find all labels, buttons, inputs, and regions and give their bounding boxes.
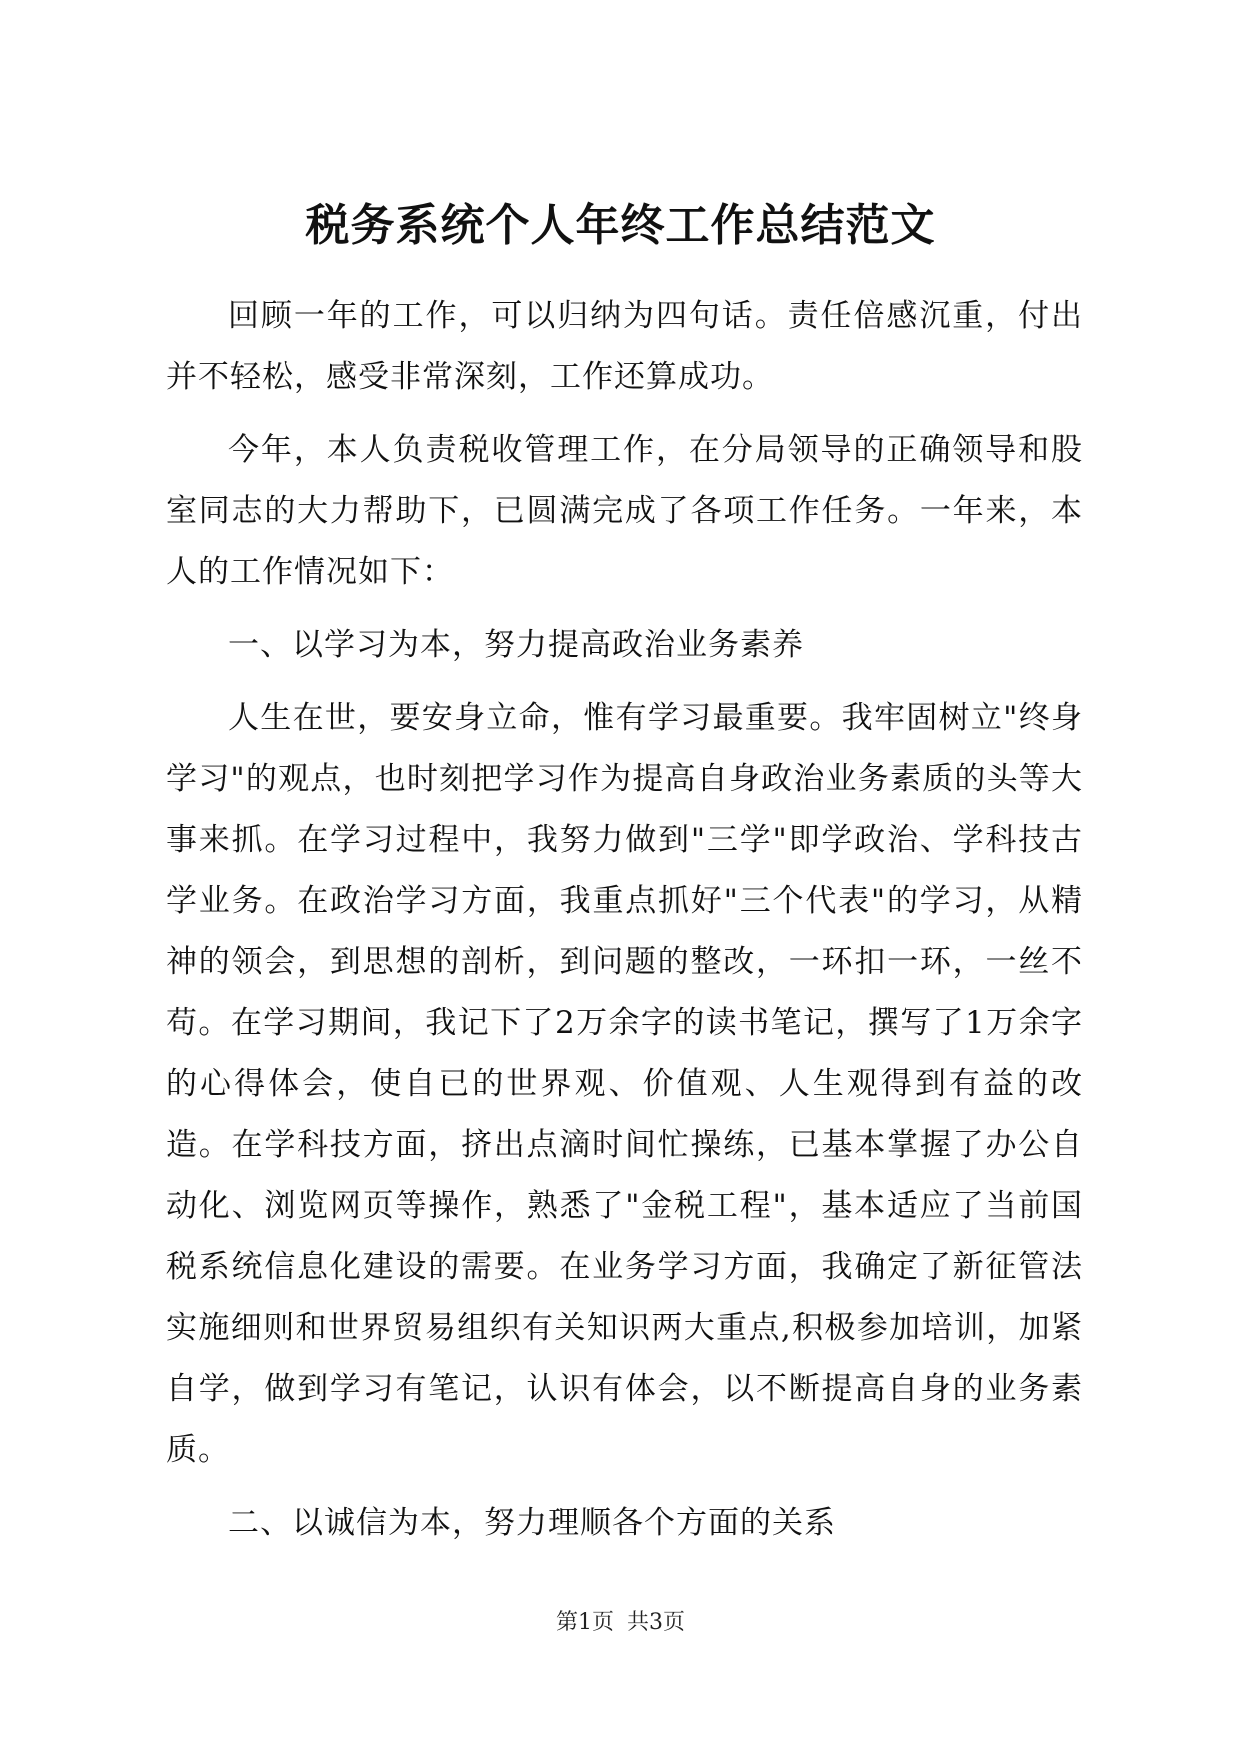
page-total: 共3页 [627, 1610, 685, 1635]
paragraph-overview: 今年，本人负责税收管理工作，在分局领导的正确领导和股室同志的大力帮助下，已圆满完成了各项工作任务。一年来，本人的工作情况如下： [166, 432, 1083, 590]
section-heading-1: 一、以学习为本，努力提高政治业务素养 [228, 627, 804, 663]
page-footer [0, 1608, 1241, 1638]
document-body [166, 286, 1083, 1566]
page-number: 第1页 [556, 1610, 614, 1635]
paragraph-intro: 回顾一年的工作，可以归纳为四句话。责任倍感沉重，付出并不轻松，感受非常深刻，工作还算成功。 [166, 298, 1083, 395]
paragraph-study: 人生在世，要安身立命，惟有学习最重要。我牢固树立"终身学习"的观点，也时刻把学习作为提高自身政治业务素质的头等大事来抓。在学习过程中，我努力做到"三学"即学政治、学科技古学业务。在政治学习方面，我重点抓好"三个代表"的学习，从精神的领会，到思想的剖析，到问题的整改，一环扣一环，一丝不苟。在学习期间，我记下了2万余字的读书笔记，撰写了1万余字的心得体会，使自已的世界观、价值观、人生观得到有益的改造。在学科技方面，挤出点滴时间忙操练，已基本掌握了办公自动化、浏览网页等操作，熟悉了"金税工程"，基本适应了当前国税系统信息化建设的需要。在业务学习方面，我确定了新征管法实施细则和世界贸易组织有关知识两大重点,积极参加培训，加紧自学，做到学习有笔记，认识有体会，以不断提高自身的业务素质。 [166, 700, 1083, 1468]
document-title: 税务系统个人年终工作总结范文 [305, 200, 936, 251]
section-heading-2: 二、以诚信为本，努力理顺各个方面的关系 [228, 1505, 836, 1541]
